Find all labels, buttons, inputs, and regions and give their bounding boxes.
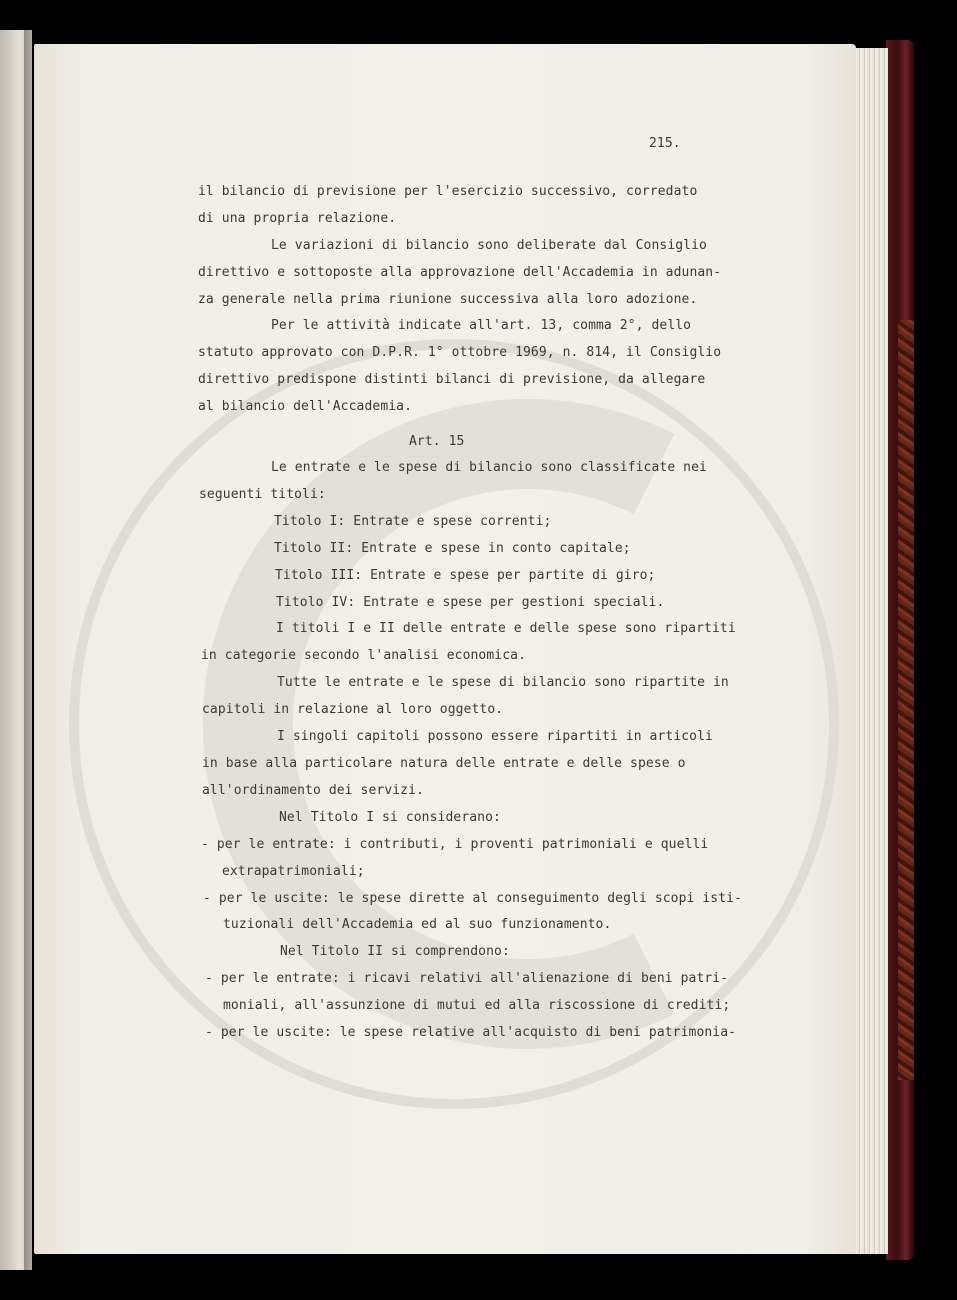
text-line: in categorie secondo l'analisi economica. — [201, 648, 526, 663]
text-line: Le variazioni di bilancio sono deliberate dal Consiglio — [271, 238, 707, 253]
document-page — [34, 44, 856, 1254]
text-line: I singoli capitoli possono essere ripartiti in articoli — [277, 729, 713, 744]
text-line: il bilancio di previsione per l'esercizio successivo, corredato — [198, 184, 698, 199]
text-line: Per le attività indicate all'art. 13, comma 2°, dello — [271, 318, 692, 333]
text-line: direttivo e sottoposte alla approvazione dell'Accademia in adunan- — [198, 265, 722, 280]
text-line: in base alla particolare natura delle entrate e delle spese o — [202, 756, 686, 771]
text-line: Nel Titolo I si considerano: — [279, 810, 501, 825]
text-line: direttivo predispone distinti bilanci di previsione, da allegare — [198, 372, 706, 387]
list-item: - per le entrate: i ricavi relativi all'alienazione di beni patri- — [205, 971, 729, 986]
text-line: tuzionali dell'Accademia ed al suo funzionamento. — [223, 917, 612, 932]
text-line: Titolo I: Entrate e spese correnti; — [274, 514, 552, 529]
marbled-edge — [898, 320, 914, 1080]
text-line: capitoli in relazione al loro oggetto. — [202, 702, 504, 717]
list-item: - per le entrate: i contributi, i proventi patrimoniali e quelli — [201, 837, 709, 852]
list-item: - per le uscite: le spese dirette al conseguimento degli scopi isti- — [203, 891, 743, 906]
text-line: Titolo III: Entrate e spese per partite di giro; — [275, 568, 656, 583]
text-line: moniali, all'assunzione di mutui ed alla riscossione di crediti; — [223, 998, 731, 1013]
text-line: Titolo II: Entrate e spese in conto capitale; — [274, 541, 631, 556]
text-line: za generale nella prima riunione successiva alla loro adozione. — [198, 292, 698, 307]
text-line: Titolo IV: Entrate e spese per gestioni speciali. — [276, 595, 665, 610]
article-heading: Art. 15 — [409, 434, 465, 449]
text-line: di una propria relazione. — [198, 211, 397, 226]
text-line: Le entrate e le spese di bilancio sono classificate nei — [271, 460, 707, 475]
text-line: al bilancio dell'Accademia. — [198, 399, 413, 414]
text-line: I titoli I e II delle entrate e delle spese sono ripartiti — [276, 621, 736, 636]
text-line: seguenti titoli: — [199, 487, 326, 502]
page-number: 215. — [649, 136, 681, 151]
text-line: Tutte le entrate e le spese di bilancio sono ripartite in — [277, 675, 729, 690]
list-item: - per le uscite: le spese relative all'acquisto di beni patrimonia- — [205, 1025, 737, 1040]
text-line: Nel Titolo II si comprendono: — [280, 944, 510, 959]
text-line: extrapatrimoniali; — [222, 864, 365, 879]
page-stack-edge — [852, 48, 888, 1254]
document-body — [34, 44, 856, 1254]
text-line: statuto approvato con D.P.R. 1° ottobre 1969, n. 814, il Consiglio — [198, 345, 722, 360]
text-line: all'ordinamento dei servizi. — [202, 783, 424, 798]
